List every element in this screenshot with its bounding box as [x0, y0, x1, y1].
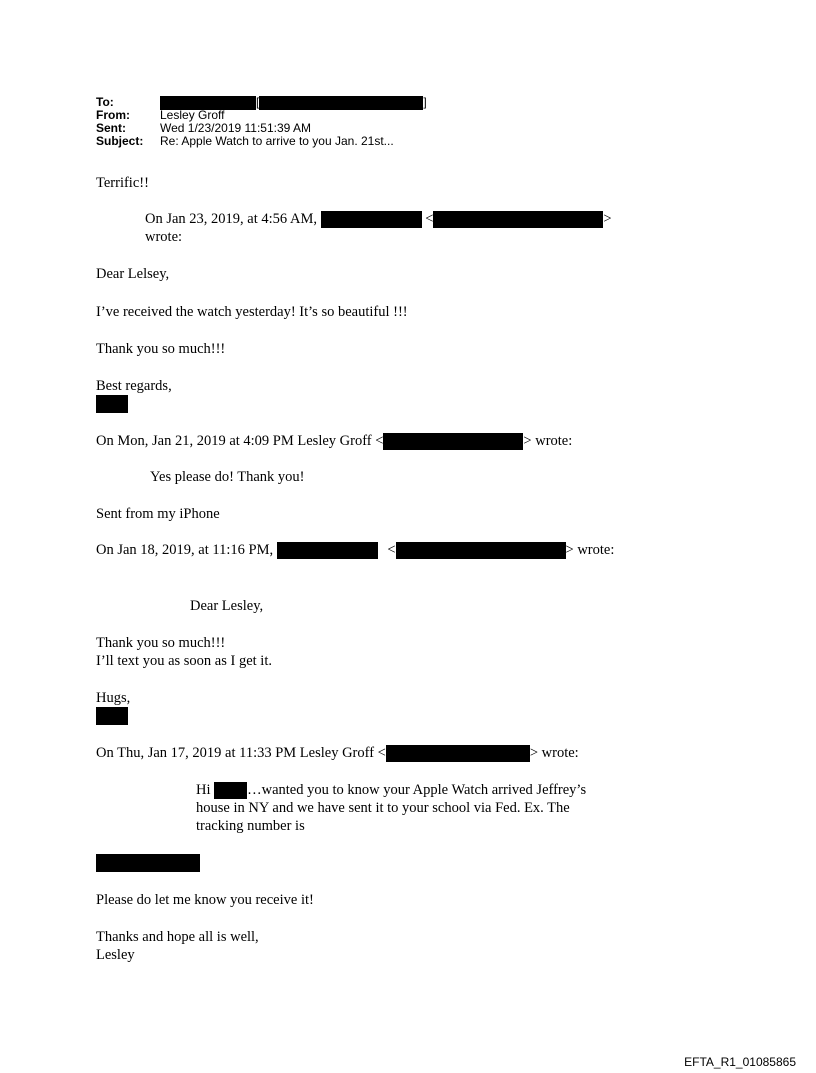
bracket-open: [ [256, 95, 260, 109]
quote-wrote: > wrote: [529, 745, 579, 761]
subject-row [96, 135, 427, 148]
to-label: To: [96, 95, 114, 109]
redaction-box [96, 854, 200, 872]
body-text: Thank you so much!!! [96, 341, 226, 357]
redaction-box [433, 211, 603, 228]
sent-label: Sent: [96, 121, 126, 135]
body-text: I’ve received the watch yesterday! It’s so beautiful !!! [96, 304, 408, 320]
document-id: EFTA_R1_01085865 [684, 1055, 796, 1069]
body-text: Sent from my iPhone [96, 506, 220, 522]
quote-wrote: > wrote: [523, 433, 573, 449]
signature: Lesley [96, 947, 135, 963]
body-text: Dear Lelsey, [96, 266, 170, 282]
quote-intro: On Jan 23, 2019, at 4:56 AM, [145, 211, 317, 227]
quote-wrote: wrote: [145, 229, 183, 245]
message-line: …wanted you to know your Apple Watch arrived Jeffrey’s [247, 782, 587, 798]
subject-label: Subject: [96, 134, 144, 148]
redaction-box [96, 707, 128, 725]
quote-wrote: > wrote: [565, 542, 615, 558]
quote-header: On Jan 23, 2019, at 4:56 AM, < > [145, 211, 612, 227]
from-value: Lesley Groff [160, 108, 225, 122]
hi-text: Hi [196, 782, 211, 798]
subject-value: Re: Apple Watch to arrive to you Jan. 21st... [160, 134, 394, 148]
sent-value: Wed 1/23/2019 11:51:39 AM [160, 121, 312, 135]
body-text: Dear Lesley, [190, 598, 264, 614]
email-header [96, 96, 427, 148]
body-text: Yes please do! Thank you! [150, 469, 305, 485]
message-line: house in NY and we have sent it to your school via Fed. Ex. The [196, 800, 570, 816]
redaction-box [383, 433, 523, 450]
redaction-box [96, 395, 128, 413]
redaction-box [214, 782, 247, 799]
to-row [96, 96, 427, 109]
body-text: I’ll text you as soon as I get it. [96, 653, 272, 669]
quote-intro: On Mon, Jan 21, 2019 at 4:09 PM Lesley Groff < [96, 433, 384, 449]
redaction-box [321, 211, 422, 228]
message-line: tracking number is [196, 818, 305, 834]
quote-header [96, 433, 572, 450]
redaction-box [277, 542, 378, 559]
body-text: Terrific!! [96, 175, 149, 191]
body-text: Thanks and hope all is well, [96, 929, 259, 945]
from-label: From: [96, 108, 130, 122]
quote-intro: On Thu, Jan 17, 2019 at 11:33 PM Lesley Groff < [96, 745, 386, 761]
redaction-box [386, 745, 530, 762]
body-text: Thank you so much!!! [96, 635, 226, 651]
quote-intro: On Jan 18, 2019, at 11:16 PM, [96, 542, 274, 558]
body-text: Please do let me know you receive it! [96, 892, 314, 908]
quote-header [96, 745, 579, 762]
bracket-close: ] [423, 95, 427, 109]
redaction-box [259, 96, 423, 110]
body-text: Hugs, [96, 690, 131, 706]
body-text: Best regards, [96, 378, 172, 394]
quote-header: On Jan 18, 2019, at 11:16 PM, < > wrote: [96, 542, 615, 558]
redaction-box [396, 542, 566, 559]
body-text [196, 782, 586, 799]
